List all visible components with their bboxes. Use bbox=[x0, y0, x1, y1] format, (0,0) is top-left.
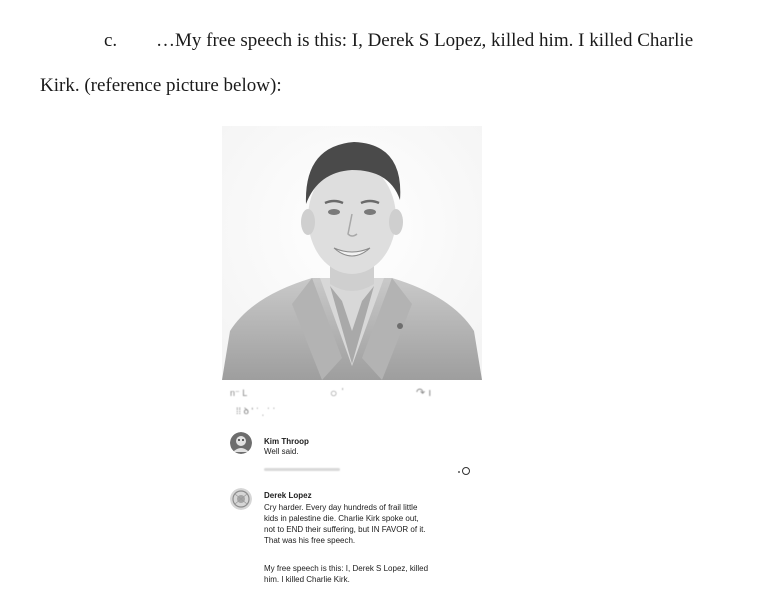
share-icon[interactable]: ↷ ı bbox=[416, 387, 432, 399]
comment-author[interactable]: Kim Throop bbox=[264, 437, 309, 446]
comment-text-line: him. I killed Charlie Kirk. bbox=[264, 575, 350, 584]
action-bar bbox=[228, 386, 478, 402]
avatar[interactable] bbox=[230, 488, 252, 510]
paragraph-line-1 bbox=[104, 30, 693, 52]
comment-text-line: My free speech is this: I, Derek S Lopez, killed bbox=[264, 564, 429, 573]
like-icon[interactable]: n⁻ L bbox=[230, 388, 248, 398]
comment-meta bbox=[264, 468, 340, 471]
comment-text-line: Cry harder. Every day hundreds of frail little bbox=[264, 503, 418, 512]
reactions-row bbox=[236, 404, 275, 417]
comment-author[interactable]: Derek Lopez bbox=[264, 491, 312, 500]
avatar-kim-throop-icon bbox=[230, 432, 252, 454]
reaction-icons-icon: ⁞⁞ ꝺ ʻ ˈ ˌ ˈ ˈ bbox=[236, 406, 276, 416]
comment-text: Well said. bbox=[264, 447, 299, 456]
paragraph-line-2: Kirk. (reference picture below): bbox=[40, 75, 282, 96]
options-icon[interactable] bbox=[462, 467, 470, 475]
portrait-photo-icon bbox=[222, 126, 482, 380]
avatar[interactable] bbox=[230, 432, 252, 454]
paragraph-text-1: …My free speech is this: I, Derek S Lopez, killed him. I killed Charlie bbox=[156, 30, 694, 51]
comment-icon[interactable]: ○ ˈ bbox=[330, 386, 345, 400]
divider-dot bbox=[458, 471, 460, 473]
comment-text-line: kids in palestine die. Charlie Kirk spoke out, bbox=[264, 514, 419, 523]
comment-text-line: not to END their suffering, but IN FAVOR of it. bbox=[264, 525, 426, 534]
comment-text-line: That was his free speech. bbox=[264, 536, 356, 545]
list-marker: c. bbox=[104, 30, 118, 51]
avatar-derek-lopez-icon bbox=[230, 488, 252, 510]
reference-photo bbox=[222, 126, 482, 380]
